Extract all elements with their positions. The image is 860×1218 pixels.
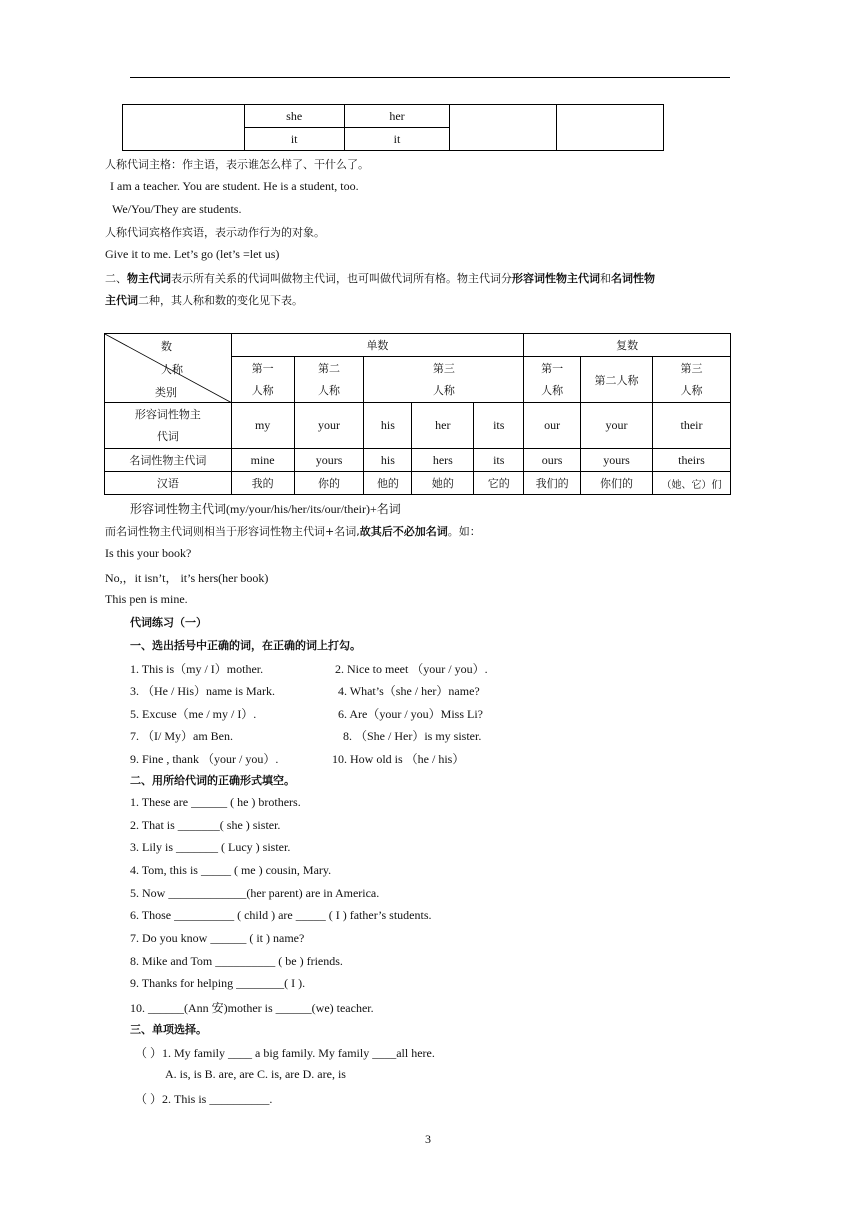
- person-second-plural: 第二人称: [581, 357, 653, 403]
- top-table-empty-cell: [450, 105, 557, 151]
- question-item: 5. Excuse（me / my / I）.: [130, 707, 257, 721]
- person-third-plural: 第三 人称: [652, 357, 730, 403]
- table-cell: its: [474, 449, 524, 472]
- header-singular: 单数: [231, 334, 523, 357]
- top-table: [122, 104, 664, 151]
- table-cell: 你的: [294, 472, 364, 495]
- section-title: 三、单项选择。: [130, 1023, 207, 1036]
- text-line: This pen is mine.: [105, 592, 188, 606]
- table-cell: your: [294, 403, 364, 449]
- table-cell: 它的: [474, 472, 524, 495]
- text-line: [105, 523, 481, 539]
- question-item: 10. ______(Ann 安)mother is ______(we) teacher.: [130, 1001, 374, 1015]
- question-item: （ ）2. This is __________.: [135, 1092, 273, 1106]
- top-table-empty-cell: [123, 105, 245, 151]
- question-item: 2. That is _______( she ) sister.: [130, 818, 281, 832]
- person-third-singular: 第三 人称: [364, 357, 524, 403]
- answer-options: A. is, is B. are, are C. is, are D. are, is: [165, 1067, 346, 1081]
- person-second-singular: 第二 人称: [294, 357, 364, 403]
- question-item: 2. Nice to meet （your / you）.: [335, 662, 488, 676]
- table-cell: her: [344, 105, 450, 128]
- possessive-table: [104, 333, 731, 495]
- top-table-empty-cell: [557, 105, 664, 151]
- text-run: 表示所有关系的代词叫做物主代词，也可叫做代词所有格。物主代词分: [171, 272, 512, 285]
- table-cell: it: [344, 128, 450, 151]
- text-run: 而名词性物主代词则相当于形容词性物主代词+名词,: [105, 525, 360, 538]
- text-line: Give it to me. Let’s go (let’s =let us): [105, 247, 280, 261]
- table-cell: your: [581, 403, 653, 449]
- table-cell: our: [524, 403, 581, 449]
- text-run: 和: [600, 272, 611, 285]
- row-label-noun: 名词性物主代词: [105, 449, 232, 472]
- corner-label-category: 类别: [155, 386, 177, 399]
- question-item: 3. Lily is _______ ( Lucy ) sister.: [130, 840, 291, 854]
- question-item: 6. Are（your / you）Miss Li?: [338, 707, 483, 721]
- question-item: 5. Now _____________(her parent) are in America.: [130, 886, 380, 900]
- page-number: 3: [425, 1132, 431, 1146]
- text-run: 。如：: [447, 525, 481, 538]
- row-label-chinese: 汉语: [105, 472, 232, 495]
- text-line: [105, 270, 655, 286]
- section-title: 一、选出括号中正确的词，在正确的词上打勾。: [130, 639, 361, 652]
- table-cell: 她的: [412, 472, 474, 495]
- question-item: 10. How old is （he / his）: [332, 752, 465, 766]
- text-run-bold: 主代词: [105, 294, 138, 307]
- header-rule: [130, 77, 730, 78]
- text-run: 二、: [105, 272, 127, 285]
- exercise-title: 代词练习（一）: [130, 616, 207, 629]
- table-cell: yours: [294, 449, 364, 472]
- table-cell: hers: [412, 449, 474, 472]
- text-run-bold: 形容词性物主代词: [512, 272, 600, 285]
- text-run-bold: 名词性物: [611, 272, 655, 285]
- table-cell: 我的: [231, 472, 294, 495]
- table-cell: theirs: [652, 449, 730, 472]
- text-line: [105, 292, 303, 308]
- question-item: 9. Thanks for helping ________( I ).: [130, 976, 306, 990]
- question-item: 1. These are ______ ( he ) brothers.: [130, 795, 301, 809]
- table-cell: its: [474, 403, 524, 449]
- question-item: 7. Do you know ______ ( it ) name?: [130, 931, 305, 945]
- question-item: 7. （I/ My）am Ben.: [130, 729, 233, 743]
- table-cell: （她、它）们: [652, 472, 730, 495]
- corner-label-number: 数: [161, 340, 172, 353]
- text-line: 形容词性物主代词(my/your/his/her/its/our/their)+名词: [130, 502, 401, 516]
- question-item: 3. （He / His）name is Mark.: [130, 684, 275, 698]
- header-plural: 复数: [524, 334, 731, 357]
- section-title: 二、用所给代词的正确形式填空。: [130, 774, 295, 787]
- text-line: 人称代词宾格作宾语，表示动作行为的对象。: [105, 226, 325, 239]
- question-item: （ ）1. My family ____ a big family. My family ____all here.: [135, 1046, 435, 1060]
- person-first-plural: 第一 人称: [524, 357, 581, 403]
- corner-cell: [105, 334, 232, 403]
- table-cell: ours: [524, 449, 581, 472]
- table-cell: she: [244, 105, 344, 128]
- table-cell: 我们的: [524, 472, 581, 495]
- text-line: Is this your book?: [105, 546, 192, 560]
- text-run-bold: 故其后不必加名词: [359, 525, 448, 538]
- question-item: 4. What’s（she / her）name?: [338, 684, 480, 698]
- table-cell: 你们的: [581, 472, 653, 495]
- text-line: We/You/They are students.: [112, 202, 242, 216]
- question-item: 9. Fine , thank （your / you）.: [130, 752, 279, 766]
- table-cell: her: [412, 403, 474, 449]
- table-cell: his: [364, 449, 412, 472]
- table-cell: it: [244, 128, 344, 151]
- table-cell: their: [652, 403, 730, 449]
- table-cell: yours: [581, 449, 653, 472]
- corner-label-person: 人称: [161, 363, 183, 376]
- question-item: 6. Those __________ ( child ) are _____ ( I ) father’s students.: [130, 908, 432, 922]
- table-cell: 他的: [364, 472, 412, 495]
- text-line: I am a teacher. You are student. He is a student, too.: [110, 179, 359, 193]
- question-item: 8. （She / Her）is my sister.: [343, 729, 482, 743]
- row-label-adjective: 形容词性物主 代词: [105, 403, 232, 449]
- question-item: 8. Mike and Tom __________ ( be ) friends.: [130, 954, 343, 968]
- person-first-singular: 第一 人称: [231, 357, 294, 403]
- text-run-bold: 物主代词: [127, 272, 171, 285]
- question-item: 1. This is（my / I）mother.: [130, 662, 264, 676]
- text-line: 人称代词主格：作主语，表示谁怎么样了、干什么了。: [105, 158, 369, 171]
- table-cell: mine: [231, 449, 294, 472]
- table-cell: my: [231, 403, 294, 449]
- table-cell: his: [364, 403, 412, 449]
- text-run: 二种，其人称和数的变化见下表。: [138, 294, 303, 307]
- question-item: 4. Tom, this is _____ ( me ) cousin, Mary.: [130, 863, 332, 877]
- text-line: No,，it isn’t， it’s hers(her book): [105, 571, 269, 585]
